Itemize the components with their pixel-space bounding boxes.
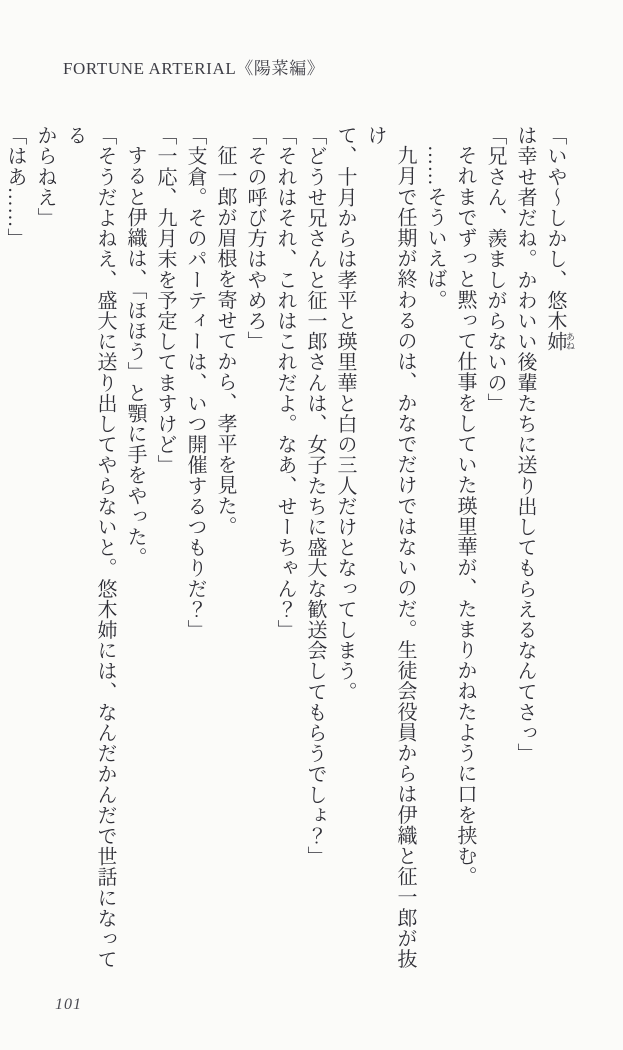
text-line: て、十月からは孝平と瑛里華と白の三人だけとなってしまう。: [334, 125, 356, 702]
text-line: すると伊織は、「ほほう」と顎に手をやった。: [124, 145, 146, 568]
text-line: 「いや〜しかし、悠木姉 あねは幸せ者だね。かわいい後輩たちに送り出してもらえるなんてさっ」: [514, 125, 575, 764]
text-line: 九月で任期が終わるのは、かなでだけではないのだ。生徒会役員からは伊織と征一郎が抜け: [364, 125, 416, 969]
text-line: それまでずっと黙って仕事をしていた瑛里華が、たまりかねたように口を挟む。: [454, 145, 476, 887]
text-line: 「一応、九月末を予定してますけど」: [154, 125, 176, 476]
text-line: からねえ」: [34, 125, 56, 228]
text-line: 「兄さん、羨ましがらないの」: [484, 125, 506, 414]
text-line: 「そうだよねえ、盛大に送り出してやらないと。悠木姉には、なんだかんだで世話になってる: [64, 125, 116, 970]
text-line: 「その呼び方はやめろ」: [244, 125, 266, 352]
furigana-annotation: 姉 あね: [544, 331, 575, 352]
running-header-title: FORTUNE ARTERIAL《陽菜編》: [63, 59, 325, 78]
text-line: ……そういえば。: [424, 145, 446, 310]
body-text-block: [0, 125, 575, 987]
text-line: 「どうせ兄さんと征一郎さんは、女子たちに盛大な歓送会してもらうでしょ？」: [304, 125, 326, 867]
text-line: 征一郎が眉根を寄せてから、孝平を見た。: [214, 145, 236, 537]
page-number: 101: [55, 996, 82, 1013]
text-line: 「はあ……」: [4, 125, 26, 249]
text-line: 「支倉。そのパーティーは、いつ開催するつもりだ？」: [184, 125, 206, 640]
text-line: 「それはそれ、これはこれだよ。なあ、せーちゃん？」: [274, 125, 296, 640]
